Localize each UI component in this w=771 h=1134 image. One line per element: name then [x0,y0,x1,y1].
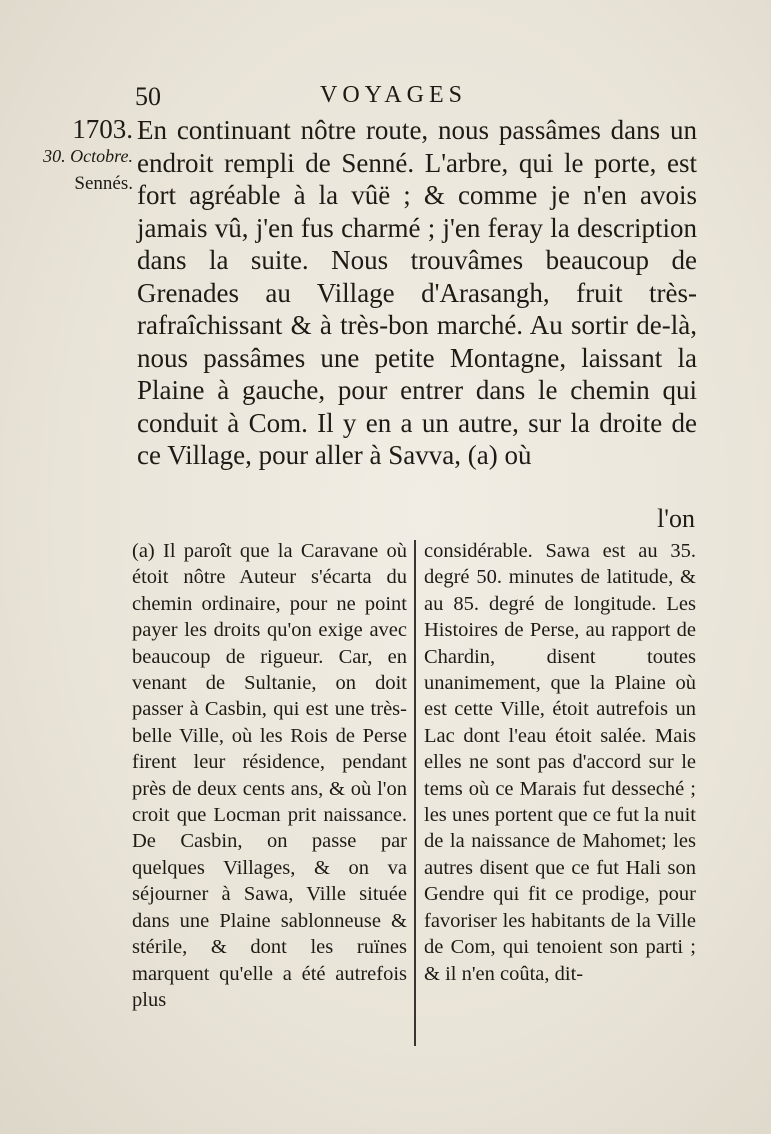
footnote-column-right [424,538,696,987]
margin-notes [43,116,133,197]
page-number: 50 [135,82,161,111]
page-header [135,82,695,112]
margin-date: 30. Octobre. [43,146,133,166]
margin-year: 1703. [72,114,133,144]
footnote-block [122,538,702,1058]
footnote-column-left [132,538,407,1013]
catchword: l'on [657,504,695,533]
running-head: VOYAGES [320,82,468,108]
footnote-text-right: considérable. Sawa est au 35. degré 50. minutes de latitude, & au 85. degré de longitude. Les Histoires de Perse, au rapport de Chardin, disent toutes unanimement, que la Plaine où est cette Ville, étoit autrefois un Lac dont l'eau étoit salée. Mais elles ne sont pas d'accord sur le tems où ce Marais fut desseché ; les unes portent que ce fut la nuit de la naissance de Mahomet; les autres disent que ce fut Hali son Gendre qui fit ce prodige, pour favoriser les habitants de la Ville de Com, qui tenoient son parti ; & il n'en coûta, dit- [424,540,696,985]
margin-topic: Sennés. [74,173,133,194]
footnote-text-left: (a) Il paroît que la Caravane où étoit nôtre Auteur s'écarta du chemin ordinaire, pour ne point payer les droits qu'on exige avec beaucoup de rigueur. Car, en venant de Sultanie, on doit passer à Casbin, qui est une très-belle Ville, où les Rois de Perse firent leur résidence, pendant près de deux cents ans, & où l'on croit que Locman prit naissance. De Casbin, on passe par quelques Villages, & on va séjourner à Sawa, Ville située dans une Plaine sablonneuse & stérile, & dont les ruïnes marquent qu'elle a été autrefois plus [132,540,407,1011]
main-paragraph: En continuant nôtre route, nous passâmes dans un endroit rempli de Senné. L'arbre, qui le porte, est fort agréable à la vûë ; & comme je n'en avois jamais vû, j'en fus charmé ; j'en feray la description dans la suite. Nous trouvâmes beaucoup de Grenades au Village d'Arasangh, fruit très-rafraîchissant & à très-bon marché. Au sortir de-là, nous passâmes une petite Montagne, laissant la Plaine à gauche, pour entrer dans le chemin qui conduit à Com. Il y en a un autre, sur la droite de ce Village, pour aller à Savva, (a) où [137,115,697,470]
column-divider [414,540,416,1046]
main-body-text [137,114,697,472]
